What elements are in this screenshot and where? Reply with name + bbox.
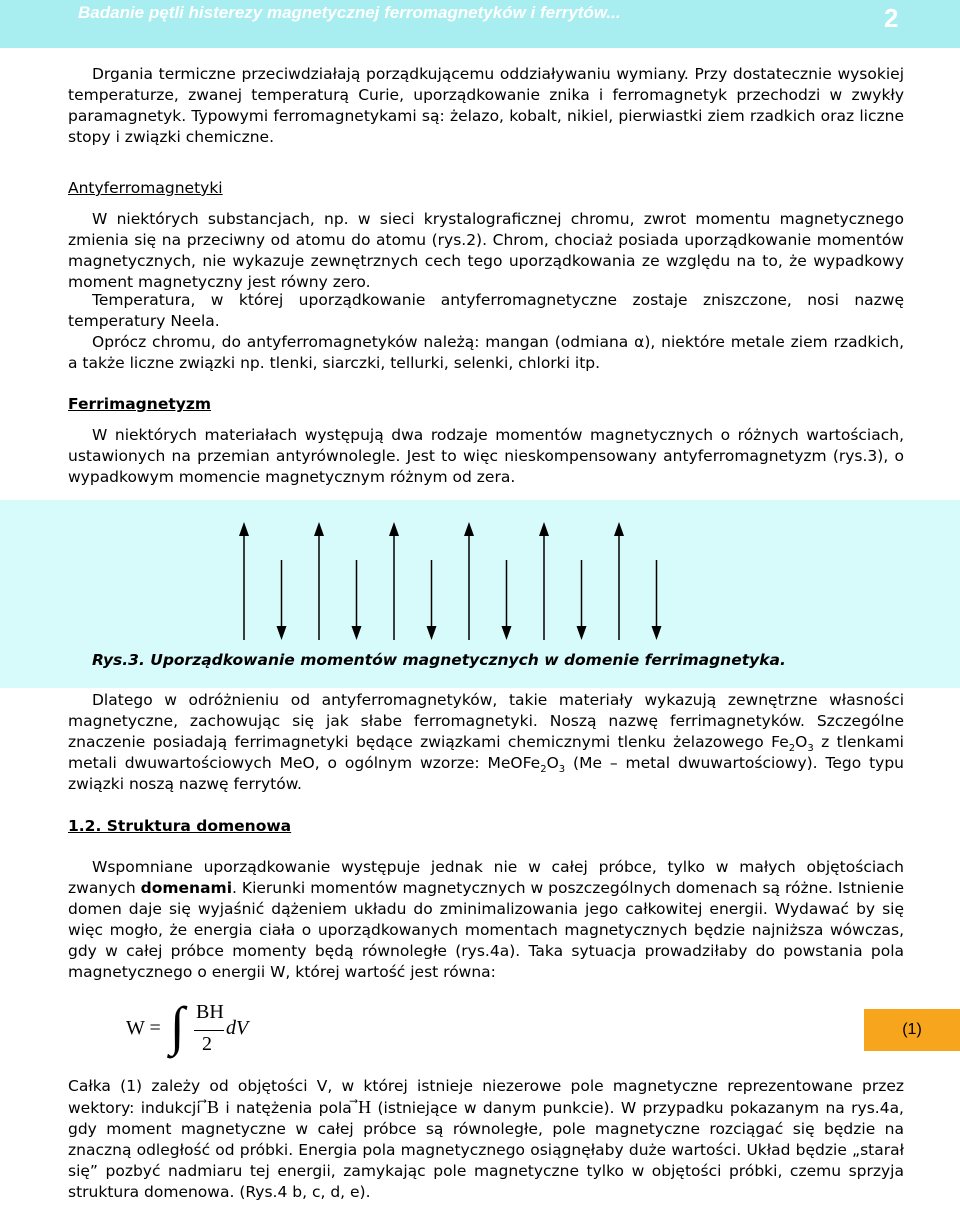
text-run: z tlenkami metali dwuwartościowych MeO, o ogólnym wzorze: MeOFe: [68, 733, 904, 772]
vector-h: [358, 1097, 371, 1117]
moment-arrow-up: [389, 522, 399, 640]
moment-arrow-down: [652, 560, 662, 640]
ferri-paragraph-1: W niektórych materiałach występują dwa rodzaje momentów magnetycznych o różnych wartościach, ustawionych na przemian antyrównolegle. Jest to więc nieskompensowany antyferromagnetyzm (rys.3), o wypadkowym momencie magnetycznym różnym od zera.: [68, 426, 904, 486]
vector-b: [207, 1097, 219, 1117]
equation-differential: dV: [226, 1017, 249, 1039]
moment-arrow-up: [314, 522, 324, 640]
text-run: O: [546, 754, 559, 772]
text-run: (istniejące w danym punkcie). W przypadku pokazanym na rys.4a, gdy moment magnetyczne w całej próbce są równoległe, pole magnetyczne rozciągać się będzie na znaczną odległość od próbki. Energia pola magnetycznego osiągnęłaby duże wartości. Układ będzie „starał się” pozbyć nadmiaru tej energii, zamykając pole magnetyczne tylko w objętości próbki, czemu sprzyja struktura domenowa. (Rys.4 b, c, d, e).: [68, 1099, 904, 1201]
subscript: 3: [558, 764, 566, 776]
text-run: . Kierunki momentów magnetycznych w poszczególnych domenach są różne. Istnienie domen daje się wyjaśnić dążeniem układu do zminimalizowania jego całkowitej energii. Wydawać by się więc mogło, że energia ciała o uporządkowanych momentach magnetycznych będzie najniższa wówczas, gdy w całej próbce momenty będą równoległe (rys.4a). Taka sytuacja prowadziłaby do powstania pola magnetycznego o energii W, której wartość jest równa:: [68, 879, 904, 981]
text-run: (Me – metal dwuwartościowy). Tego typu związki noszą nazwę ferrytów.: [68, 754, 904, 793]
text-run: Dlatego w odróżnieniu od antyferromagnetyków, takie materiały wykazują zewnętrzne własności magnetyczne, zachowując się jak słabe ferromagnetyki. Noszą nazwę ferrimagnetyków. Szczególne znaczenie posiadają ferrimagnetyki będące związkami chemicznymi tlenku żelazowego Fe: [68, 691, 904, 751]
antyferro-paragraph-1: W niektórych substancjach, np. w sieci krystalograficznej chromu, zwrot momentu magnetycznego zmienia się na przeciwny od atomu do atomu (rys.2). Chrom, chociaż posiada uporządkowanie momentów magnetycznych, nie wykazuje zewnętrznych cech tego uporządkowania ze względu na to, że wypadkowy moment magnetyczny jest równy zero.: [68, 210, 904, 291]
moment-arrow-down: [352, 560, 362, 640]
moment-arrow-up: [239, 522, 249, 640]
text-run: Wspomniane uporządkowanie występuje jednak nie w całej próbce, tylko w małych objętościach zwanych: [68, 858, 904, 897]
equation-lhs: W =: [126, 1017, 161, 1039]
subscript: 2: [788, 743, 796, 755]
heading-antyferromagnetyki: Antyferromagnetyki: [68, 179, 223, 197]
integral-sign: ∫: [170, 996, 185, 1056]
antyferro-paragraph-2: Temperatura, w której uporządkowanie antyferromagnetyczne zostaje zniszczone, nosi nazwę temperatury Neela.: [68, 291, 904, 330]
vector-b-symbol: B: [207, 1097, 220, 1117]
moment-arrow-down: [577, 560, 587, 640]
vector-h-symbol: H: [358, 1097, 372, 1117]
intro-paragraph: Drgania termiczne przeciwdziałają porządkującemu oddziaływaniu wymiany. Przy dostatecznie wysokiej temperaturze, zwanej temperaturą Curie, uporządkowanie znika i ferromagnetyk przechodzi w zwykły paramagnetyk. Typowymi ferromagnetykami są: żelazo, kobalt, nikiel, pierwiastki ziem rzadkich oraz liczne stopy i związki chemiczne.: [68, 65, 904, 146]
heading-ferrimagnetyzm: Ferrimagnetyzm: [68, 395, 212, 413]
moment-arrow-up: [464, 522, 474, 640]
moment-arrow-down: [427, 560, 437, 640]
text-run: i natężenia pola: [219, 1099, 359, 1117]
ferri-paragraph-2: [68, 690, 904, 795]
equation-denominator: 2: [202, 1033, 212, 1055]
equation-numerator: BH: [196, 1001, 224, 1023]
text-run: Całka (1) zależy od objętości V, w której istnieje niezerowe pole magnetyczne reprezentowane przez wektory: indukcji: [68, 1077, 904, 1117]
page-header: [0, 0, 960, 48]
subscript: 3: [807, 743, 814, 755]
moment-arrow-down: [502, 560, 512, 640]
fraction-line: [194, 1030, 224, 1031]
antyferro-paragraph-3: Oprócz chromu, do antyferromagnetyków należą: mangan (odmiana α), niektóre metale ziem rzadkich, a także liczne związki np. tlenki, siarczki, tellurki, selenki, chlorki itp.: [68, 333, 904, 372]
moment-arrow-up: [614, 522, 624, 640]
heading-struktura-domenowa: 1.2. Struktura domenowa: [68, 817, 292, 835]
moment-arrow-up: [539, 522, 549, 640]
header-title: Badanie pętli histerezy magnetycznej ferromagnetyków i ferrytów...: [78, 3, 621, 22]
equation-label: (1): [864, 1009, 960, 1051]
page-number: 2: [884, 3, 899, 33]
subscript: 2: [540, 764, 547, 776]
bold-term-domenami: domenami: [140, 879, 233, 897]
domain-paragraph: [68, 857, 904, 983]
text-run: O: [795, 733, 808, 751]
moment-arrow-down: [277, 560, 287, 640]
closing-paragraph: [68, 1076, 904, 1203]
figure-caption: Rys.3. Uporządkowanie momentów magnetycznych w domenie ferrimagnetyka.: [92, 651, 786, 669]
